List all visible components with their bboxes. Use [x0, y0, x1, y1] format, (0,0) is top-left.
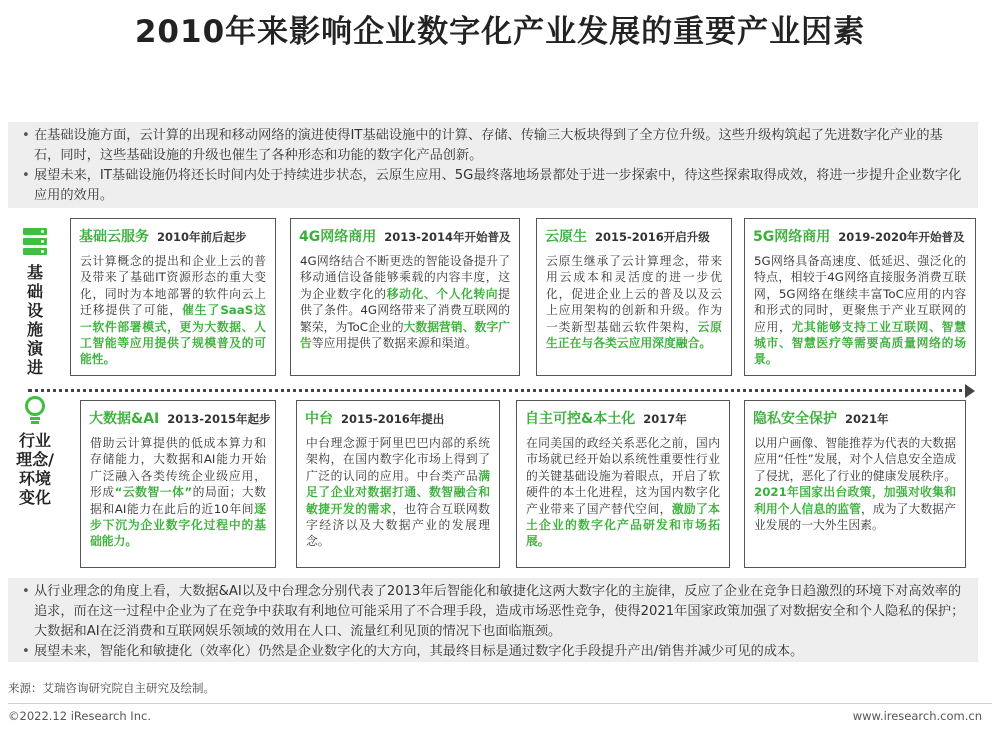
timeline-arrow-icon: [965, 384, 975, 398]
card-keyword: 自主可控&本土化: [525, 411, 636, 427]
card-highlight: 云原生正在与各类云应用深度融合。: [546, 319, 722, 351]
side-label-text: 基础设施演进: [26, 263, 43, 377]
card-date: 2015-2016年提出: [341, 412, 445, 426]
server-icon: [23, 228, 47, 258]
card-highlight: 尤其能够支持工业互联网、智慧城市、智慧医疗等需要高质量网络的场景。: [754, 319, 966, 367]
card-text: 在同美国的政经关系恶化之前，国内市场就已经开始以系统性重要性行业的关键基础设施为着眼点，开启了软硬件的本土化进程，这为国内数字化产业带来了国产替代空间，: [526, 436, 720, 516]
card-text: 提供了条件。4G网络带来了消费互联网的繁荣，为ToC企业的: [300, 286, 510, 334]
card-keyword: 隐私安全保护: [753, 411, 837, 427]
card-date: 2019-2020年开始普及: [838, 230, 965, 244]
env-card-localization: [516, 400, 730, 568]
card-highlight: 2021年国家出台政策，加强对收集和利用个人信息的监管: [754, 485, 956, 516]
card-highlight: 催生了SaaS这一软件部署模式，更为大数据、人工智能等应用提供了规模普及的可能性。: [80, 303, 266, 367]
card-body: [745, 250, 975, 374]
card-highlight: “云数智一体”: [114, 485, 193, 500]
card-highlight: 满足了企业对数据打通、数智融合和敏捷开发的需求: [306, 468, 490, 516]
card-body: [71, 250, 275, 374]
card-text: 5G网络具备高速度、低延迟、强泛化的特点，相较于4G网络直接服务消费互联网，5G网络在继续丰富ToC应用的内容和形式的同时，更聚焦于产业互联网的应用，: [754, 254, 966, 334]
infra-card-5g: [744, 218, 976, 376]
card-body: [537, 250, 731, 357]
top-summary: [8, 122, 978, 208]
summary-bullet: • 展望未来，智能化和敏捷化（效率化）仍然是企业数字化的大方向，其最终目标是通过数字化手段提升产出/销售并减少可见的成本。: [20, 642, 966, 662]
card-text: 以用户画像、智能推荐为代表的大数据应用“任性”发展，对个人信息安全造成了侵扰，恶化了行业的健康发展秩序。: [754, 436, 956, 483]
env-card-middle-platform: [296, 400, 500, 568]
card-date: 2013-2015年起步: [167, 412, 271, 426]
card-text: 等应用提供了数据来源和渠道。: [311, 336, 477, 351]
card-text: ，成为了大数据产业发展的一大外生因素。: [754, 501, 956, 533]
card-body: [745, 432, 965, 539]
card-text: 云原生继承了云计算理念，带来用云成本和灵活度的进一步优化，促进企业上云的普及以及云上应用架构的创新和升级。作为一类新型基础云软件架构，: [546, 254, 722, 334]
card-body: [291, 250, 519, 357]
card-text: ，也符合互联网数字经济以及大数据产业的发展理念。: [306, 501, 490, 549]
website-link[interactable]: www.iresearch.com.cn: [852, 709, 982, 723]
card-keyword: 基础云服务: [79, 229, 149, 245]
source-note: 来源：艾瑞咨询研究院自主研究及绘制。: [8, 681, 215, 695]
card-keyword: 大数据&AI: [89, 411, 160, 427]
card-date: 2021年: [845, 412, 889, 426]
side-label-text: 行业理念/: [16, 431, 54, 469]
summary-bullet: • 展望未来，IT基础设施仍将还长时间内处于持续进步状态，云原生应用、5G最终落地场景都处于进一步探索中，待这些探索取得成效，将进一步提升企业数字化应用的效用。: [20, 166, 966, 206]
card-body: [81, 432, 275, 556]
copyright: ©2022.12 iResearch Inc.: [8, 709, 151, 723]
card-keyword: 云原生: [545, 229, 587, 245]
card-text: 4G网络结合不断更迭的智能设备提升了移动通信设备能够乘载的内容丰度，这为企业数字化的: [300, 254, 510, 301]
card-body: [297, 432, 499, 556]
footer-divider: [8, 703, 992, 704]
side-label-environment: [8, 396, 62, 507]
card-highlight: 移动化、个人化转向: [386, 286, 499, 301]
card-body: [517, 432, 729, 556]
env-card-bigdata-ai: [80, 400, 276, 568]
infra-card-cloud: [70, 218, 276, 376]
page-title: 2010年来影响企业数字化产业发展的重要产业因素: [134, 14, 866, 50]
card-keyword: 4G网络商用: [299, 229, 377, 245]
card-keyword: 5G网络商用: [753, 229, 831, 245]
card-highlight: 逐步下沉为企业数字化过程中的基础能力。: [90, 501, 266, 549]
card-text: 中台理念源于阿里巴巴内部的系统架构，在国内数字化市场上得到了广泛的认同的应用。中台类产品: [306, 436, 490, 483]
side-label-text: 环境变化: [18, 469, 51, 507]
card-text: 云计算概念的提出和企业上云的普及带来了基础IT资源形态的重大变化，同时为本地部署的软件向云上迁移提供了可能，: [80, 254, 266, 318]
card-text: 借助云计算提供的低成本算力和存储能力，大数据和AI能力开始广泛融入各类传统企业级应用，形成: [90, 436, 266, 500]
env-card-privacy: [744, 400, 966, 568]
card-date: 2017年: [643, 412, 687, 426]
lightbulb-icon: [24, 396, 46, 426]
infra-card-cloud-native: [536, 218, 732, 376]
card-highlight: 大数据营销、数字广告: [300, 319, 510, 351]
card-highlight: 激励了本土企业的数字化产品研发和市场拓展。: [526, 501, 720, 549]
card-date: 2010年前后起步: [157, 230, 247, 244]
timeline-divider: [28, 389, 970, 392]
summary-bullet: • 在基础设施方面，云计算的出现和移动网络的演进使得IT基础设施中的计算、存储、传输三大板块得到了全方位升级。这些升级构筑起了先进数字化产业的基石，同时，这些基础设施的升级也催生了各种形态和功能的数字化产品创新。: [20, 126, 966, 166]
card-date: 2015-2016开启升级: [595, 230, 710, 244]
infra-card-4g: [290, 218, 520, 376]
bottom-summary: [8, 578, 978, 662]
summary-bullet: • 从行业理念的角度上看，大数据&AI以及中台理念分别代表了2013年后智能化和敏捷化这两大数字化的主旋律，反应了企业在竞争日趋激烈的环境下对高效率的追求，而在这一过程中企业为了在竞争中获取有利地位可能采用了不合理手段，造成市场恶性竞争，使得2021年国家政策加强了对数据安全和个人隐私的保护；大数据和AI在泛消费和互联网娱乐领域的效用在人口、流量红利见顶的情况下也面临瓶颈。: [20, 582, 966, 642]
card-date: 2013-2014年开始普及: [384, 230, 511, 244]
side-label-infrastructure: [8, 228, 62, 377]
card-text: 的局面；大数据和AI能力在此后的近10年间: [90, 485, 266, 516]
card-keyword: 中台: [305, 411, 333, 427]
